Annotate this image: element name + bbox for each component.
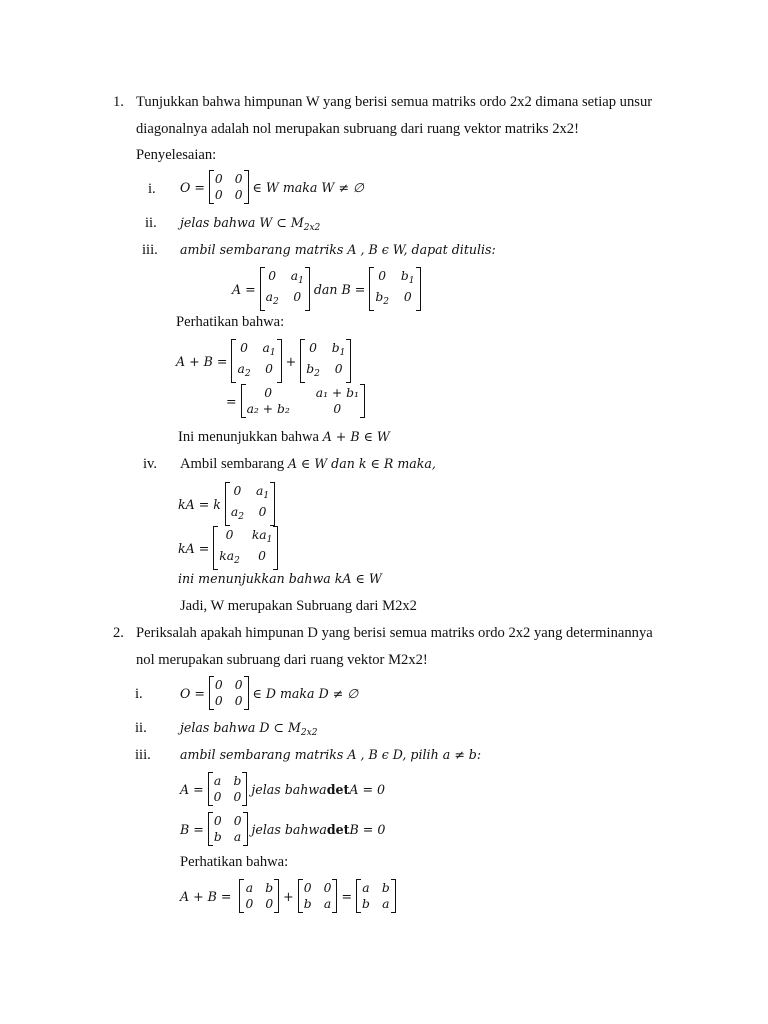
matrix-a: a b 0 0	[239, 880, 279, 912]
q1-ka-formula: kA = k 0 $a_1$ $a_2$ 0	[178, 483, 279, 525]
q1-text-line1: Tunjukkan bahwa himpunan W yang berisi semua matriks ordo 2x2 dimana setiap unsur	[136, 94, 653, 110]
q1-conclusion: Jadi, W merupakan Subruang dari M2x2	[180, 598, 417, 614]
q1-step-iv-label: iv.	[143, 456, 158, 472]
q2-step-i-formula: O = 0 0 0 0 ∈ D maka D ≠ ∅	[180, 678, 359, 708]
q2-step-ii-text: jelas bahwa D ⊂ $M_{2x2}$	[180, 720, 318, 738]
q2-perhatikan: Perhatikan bahwa:	[180, 854, 289, 870]
q1-step-ii-label: ii.	[145, 215, 157, 231]
q1-step-i-rhs: ∈ W maka W ≠ ∅	[252, 179, 364, 195]
zero-matrix: 0 0 0 0	[209, 171, 249, 203]
sum-matrix: a b b a	[356, 880, 396, 912]
q2-number: 2.	[113, 625, 124, 641]
q1-ab-definition: A = 0 $a_1$ $a_2$ 0 dan B = 0 $b_1$ $b_2$ 0	[232, 268, 425, 310]
matrix-b: 0 0 b a	[298, 880, 338, 912]
q2-step-iii-text: ambil sembarang matriks A , B ϵ D, pilih a ≠ b:	[180, 747, 482, 762]
matrix-a: 0 $a_1$ $a_2$ 0	[231, 340, 281, 382]
q1-perhatikan: Perhatikan bahwa:	[176, 314, 285, 330]
q1-closure-scalar: ini menunjukkan bahwa kA ∈ W	[178, 571, 382, 586]
q2-text-line2: nol merupakan subruang dari ruang vektor M2x2!	[136, 652, 428, 668]
matrix-a: 0 $a_1$ $a_2$ 0	[260, 268, 310, 310]
q1-step-iii-text: ambil sembarang matriks A , B ϵ W, dapat ditulis:	[180, 242, 496, 257]
q2-text-line1: Periksalah apakah himpunan D yang berisi semua matriks ordo 2x2 yang determinannya	[136, 625, 653, 641]
q2-step-iii-label: iii.	[135, 747, 151, 763]
zero-matrix: 0 0 0 0	[209, 677, 249, 709]
sum-matrix: 0 a₁ + b₁ a₂ + b₂ 0	[241, 385, 365, 417]
q2-step-i-label: i.	[135, 686, 143, 702]
matrix-b: 0 $b_1$ $b_2$ 0	[300, 340, 351, 382]
q1-ka-result: kA = 0 $ka_1$ $ka_2$ 0	[178, 527, 282, 569]
q1-closure-add: Ini menunjukkan bahwa A + B ∈ W	[178, 429, 390, 445]
matrix-b: 0 0 b a	[208, 813, 248, 845]
matrix-b: 0 $b_1$ $b_2$ 0	[369, 268, 420, 310]
q1-step-i-label: i.	[148, 181, 156, 197]
ka-matrix: 0 $ka_1$ $ka_2$ 0	[213, 527, 278, 569]
q2-step-ii-label: ii.	[135, 720, 147, 736]
q1-step-iv-text: Ambil sembarang A ∈ W dan k ∈ R maka,	[180, 456, 436, 472]
q2-sum-formula: A + B = a b 0 0 + 0 0 b a = a b b a	[180, 880, 400, 912]
q1-step-ii-text: jelas bahwa W ⊂ $M_{2x2}$	[180, 215, 321, 233]
q1-step-iii-label: iii.	[142, 242, 158, 258]
matrix-a: a b 0 0	[208, 773, 248, 805]
q1-number: 1.	[113, 94, 124, 110]
q1-sum-formula: A + B = 0 $a_1$ $a_2$ 0 + 0 $b_1$ $b_2$ 0	[176, 340, 355, 382]
q2-a-definition: A = a b 0 0 jelas bahwa det A = 0	[180, 774, 386, 804]
q1-solution-label: Penyelesaian:	[136, 147, 217, 163]
q1-text-line2: diagonalnya adalah nol merupakan subruang dari ruang vektor matriks 2x2!	[136, 121, 579, 137]
q2-b-definition: B = 0 0 b a jelas bahwa det B = 0	[180, 814, 386, 844]
q1-sum-result: = 0 a₁ + b₁ a₂ + b₂ 0	[226, 385, 369, 417]
q1-step-i-lhs: O =	[180, 179, 205, 195]
q1-step-i-formula	[180, 171, 364, 203]
matrix-a: 0 $a_1$ $a_2$ 0	[225, 483, 275, 525]
